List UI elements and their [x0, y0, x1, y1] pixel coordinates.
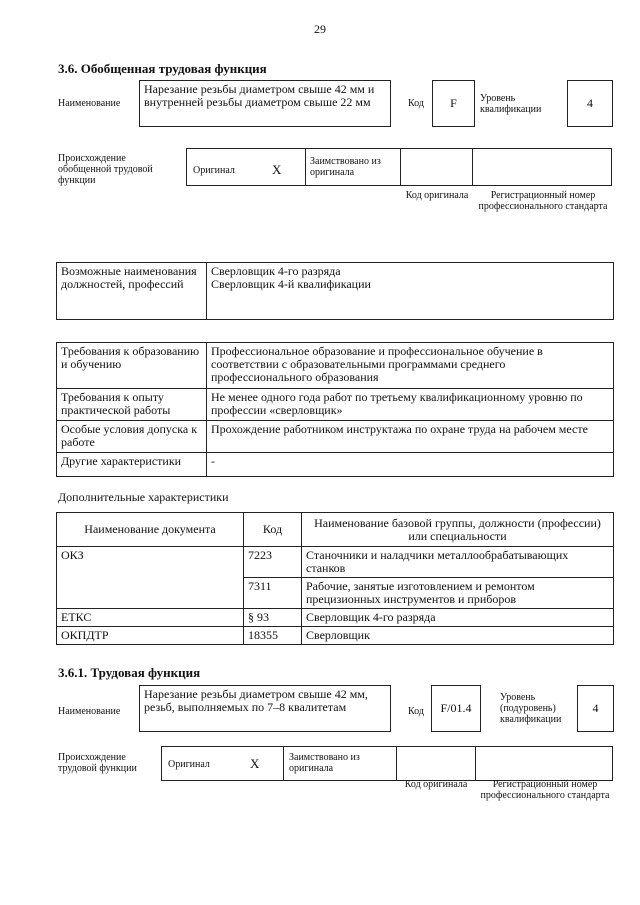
gtf-level-label: Уровень квалификации [480, 93, 542, 115]
req-value: Профессиональное образование и профессиональное обучение в соответствии с образовательными программами среднего профессионального образования [207, 343, 614, 389]
header-document: Наименование документа [57, 513, 244, 547]
code-cell: § 93 [244, 609, 302, 627]
name-cell: Сверловщик [302, 627, 614, 645]
tf-code-value: F/01.4 [440, 701, 472, 715]
req-value: Прохождение работником инструктажа по охране труда на рабочем месте [207, 421, 614, 453]
positions-values [207, 263, 614, 320]
gtf-code-box [432, 80, 475, 127]
tf-name-label: Наименование [58, 706, 121, 717]
gtf-heading: 3.6. Обобщенная трудовая функция [58, 61, 267, 76]
tf-reg-number-caption: Регистрационный номер профессионального стандарта [480, 779, 610, 801]
tf-level-box [577, 685, 614, 732]
name-cell: Станочники и наладчики металлообрабатывающих станков [302, 547, 614, 578]
tf-original-label: Оригинал [168, 759, 210, 770]
gtf-original-mark: X [272, 162, 282, 177]
header-code: Код [244, 513, 302, 547]
tf-code-original-caption: Код оригинала [404, 779, 468, 790]
gtf-code-label: Код [408, 98, 424, 109]
code-cell: 7223 [244, 547, 302, 578]
req-value: Не менее одного года работ по третьему квалификационному уровню по профессии «сверловщик» [207, 389, 614, 421]
additional-title: Дополнительные характеристики [58, 490, 229, 504]
gtf-name-label: Наименование [58, 98, 121, 109]
positions-label: Возможные наименования должностей, профессий [57, 263, 207, 320]
req-label: Другие характеристики [57, 453, 207, 477]
additional-table [56, 512, 614, 645]
tf-heading: 3.6.1. Трудовая функция [58, 665, 201, 680]
tf-level-value: 4 [592, 701, 599, 715]
tf-name-box [139, 685, 391, 732]
gtf-name-value: Нарезание резьбы диаметром свыше 42 мм и внутренней резьбы диаметром свыше 22 мм [144, 82, 375, 109]
code-cell: 18355 [244, 627, 302, 645]
code-cell: 7311 [244, 578, 302, 609]
gtf-name-box [139, 80, 391, 127]
tf-original-mark: X [250, 756, 260, 771]
doc-cell: ЕТКС [57, 609, 244, 627]
req-label: Требования к образованию и обучению [57, 343, 207, 389]
requirements-table [56, 342, 614, 477]
gtf-code-original-caption: Код оригинала [405, 190, 469, 201]
tf-name-value: Нарезание резьбы диаметром свыше 42 мм, резьб, выполняемых по 7–8 квалитетам [144, 687, 368, 714]
tf-code-box [431, 685, 481, 732]
gtf-code-value: F [450, 96, 457, 110]
header-group-name: Наименование базовой группы, должности (профессии) или специальности [302, 513, 614, 547]
gtf-original-label: Оригинал [193, 165, 235, 176]
gtf-origin-label: Происхождение обобщенной трудовой функции [58, 153, 153, 186]
gtf-reg-number-caption: Регистрационный номер профессионального стандарта [478, 190, 608, 212]
tf-level-label: Уровень (подуровень) квалификации [500, 692, 562, 725]
page-number: 29 [314, 22, 326, 36]
name-cell: Рабочие, занятые изготовлением и ремонтом прецизионных инструментов и приборов [302, 578, 614, 609]
tf-origin-label: Происхождение трудовой функции [58, 752, 137, 774]
req-label: Требования к опыту практической работы [57, 389, 207, 421]
tf-code-label: Код [408, 706, 424, 717]
name-cell: Сверловщик 4-го разряда [302, 609, 614, 627]
gtf-level-value: 4 [587, 96, 593, 110]
doc-cell: ОКПДТР [57, 627, 244, 645]
req-label: Особые условия допуска к работе [57, 421, 207, 453]
gtf-borrowed-label: Заимствовано из оригинала [310, 156, 381, 178]
gtf-level-box [567, 80, 613, 127]
position-item: Сверловщик 4-й квалификации [211, 277, 371, 291]
tf-borrowed-label: Заимствовано из оригинала [289, 752, 360, 774]
req-value: - [207, 453, 614, 477]
position-item: Сверловщик 4-го разряда [211, 264, 341, 278]
positions-table [56, 262, 614, 320]
doc-cell: ОКЗ [57, 547, 244, 609]
